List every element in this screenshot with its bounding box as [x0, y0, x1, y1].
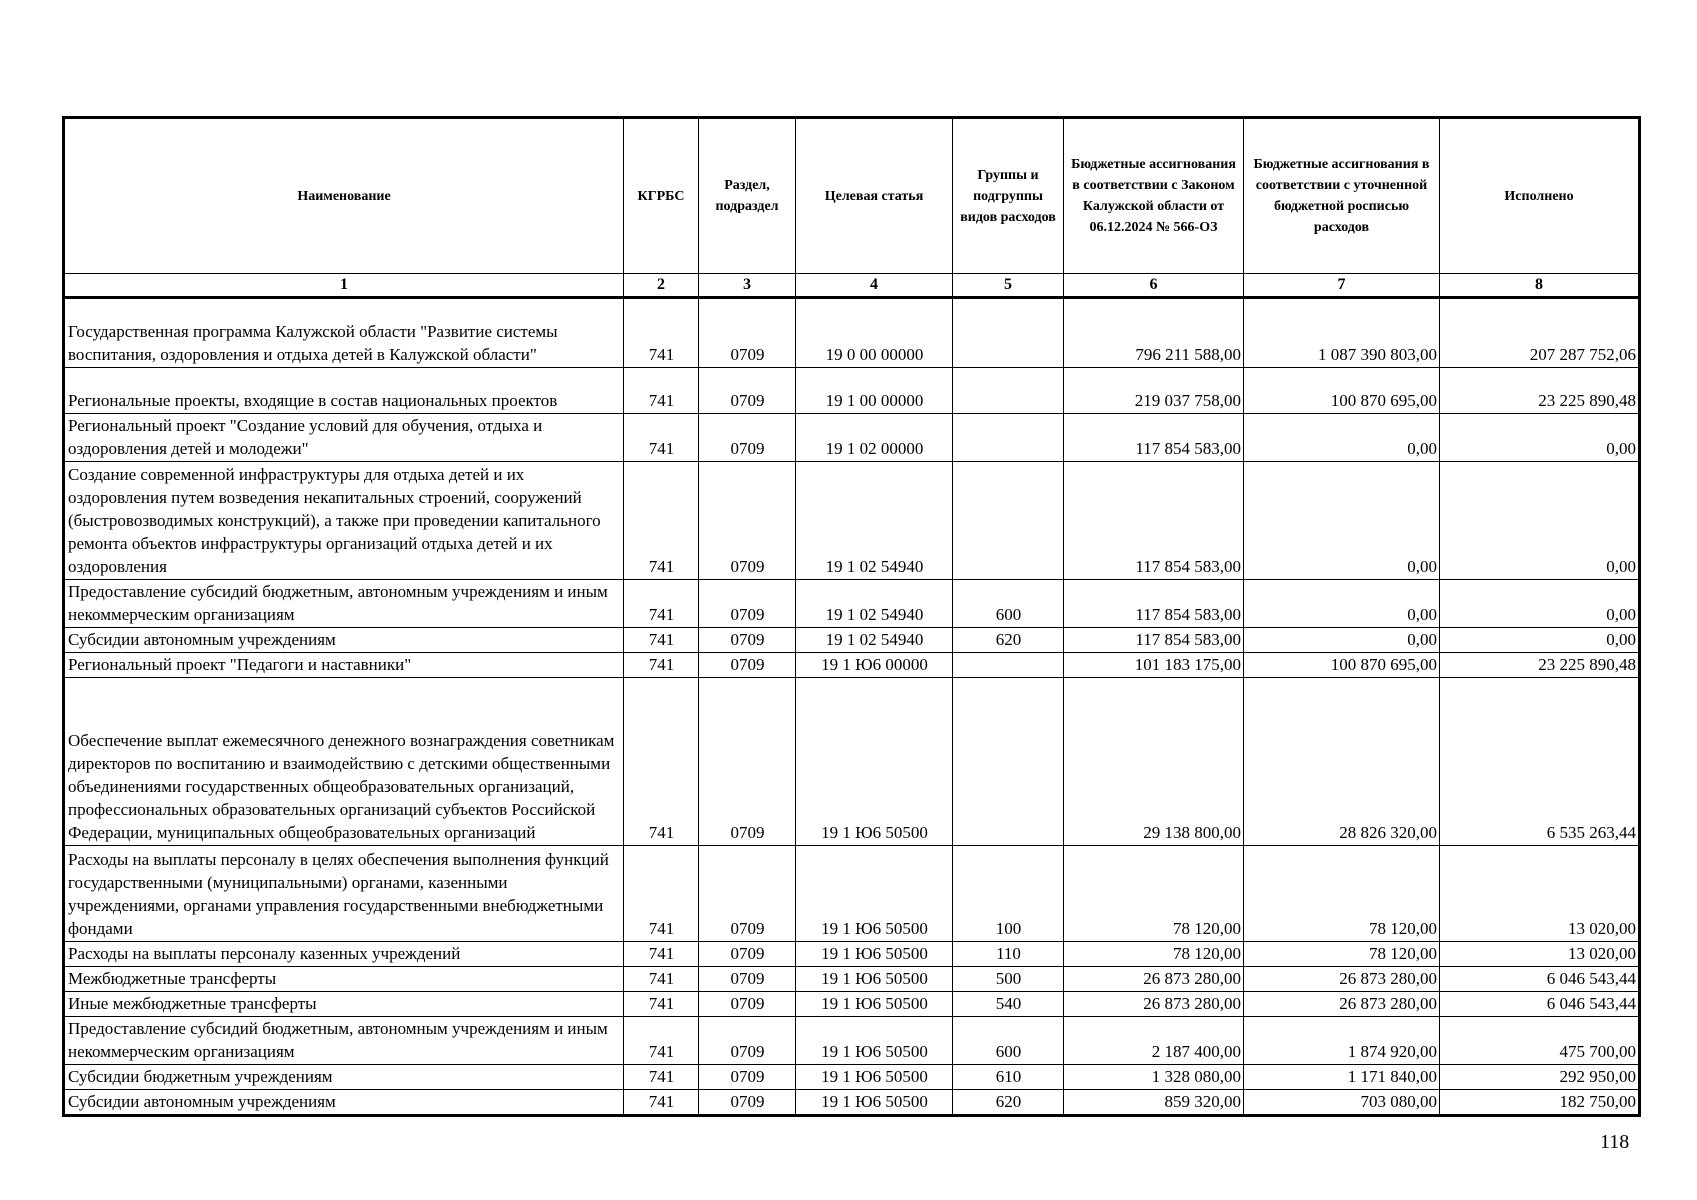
row-section: 0709: [699, 462, 796, 580]
row-section: 0709: [699, 992, 796, 1017]
row-law: 796 211 588,00: [1064, 298, 1244, 368]
row-group: 610: [953, 1065, 1064, 1090]
row-group: [953, 414, 1064, 462]
header-name: Наименование: [64, 118, 624, 274]
row-target: 19 1 02 54940: [796, 628, 953, 653]
row-kgrbs: 741: [624, 462, 699, 580]
header-kgrbs: КГРБС: [624, 118, 699, 274]
row-group: 600: [953, 580, 1064, 628]
row-target: 19 1 Ю6 50500: [796, 942, 953, 967]
row-executed: 0,00: [1440, 414, 1640, 462]
table-row: [64, 992, 1640, 1017]
row-executed: 0,00: [1440, 580, 1640, 628]
row-law: 117 854 583,00: [1064, 580, 1244, 628]
row-kgrbs: 741: [624, 414, 699, 462]
row-law: 29 138 800,00: [1064, 678, 1244, 846]
row-kgrbs: 741: [624, 1017, 699, 1065]
row-kgrbs: 741: [624, 1065, 699, 1090]
row-group: 620: [953, 1090, 1064, 1116]
row-section: 0709: [699, 967, 796, 992]
header-row: [64, 118, 1640, 274]
row-executed: 6 046 543,44: [1440, 967, 1640, 992]
row-name: Субсидии автономным учреждениям: [64, 628, 624, 653]
row-section: 0709: [699, 678, 796, 846]
row-section: 0709: [699, 1065, 796, 1090]
row-executed: 0,00: [1440, 462, 1640, 580]
row-law: 219 037 758,00: [1064, 368, 1244, 414]
row-kgrbs: 741: [624, 1090, 699, 1116]
row-executed: 13 020,00: [1440, 942, 1640, 967]
row-kgrbs: 741: [624, 942, 699, 967]
row-refined: 0,00: [1244, 580, 1440, 628]
column-number: 7: [1244, 274, 1440, 298]
row-group: [953, 653, 1064, 678]
row-kgrbs: 741: [624, 967, 699, 992]
row-target: 19 1 00 00000: [796, 368, 953, 414]
row-name: Государственная программа Калужской области "Развитие системы воспитания, оздоровления и отдыха детей в Калужской области": [64, 298, 624, 368]
row-law: 117 854 583,00: [1064, 414, 1244, 462]
table-row: [64, 967, 1640, 992]
row-section: 0709: [699, 628, 796, 653]
row-name: Предоставление субсидий бюджетным, автономным учреждениям и иным некоммерческим организациям: [64, 1017, 624, 1065]
row-refined: 0,00: [1244, 462, 1440, 580]
row-section: 0709: [699, 653, 796, 678]
row-kgrbs: 741: [624, 678, 699, 846]
row-group: [953, 462, 1064, 580]
row-law: 26 873 280,00: [1064, 992, 1244, 1017]
row-law: 1 328 080,00: [1064, 1065, 1244, 1090]
row-group: [953, 678, 1064, 846]
row-refined: 1 087 390 803,00: [1244, 298, 1440, 368]
column-number-row: [64, 274, 1640, 298]
row-refined: 26 873 280,00: [1244, 992, 1440, 1017]
row-executed: 475 700,00: [1440, 1017, 1640, 1065]
row-section: 0709: [699, 1017, 796, 1065]
row-target: 19 0 00 00000: [796, 298, 953, 368]
row-kgrbs: 741: [624, 653, 699, 678]
table-row: [64, 846, 1640, 942]
row-law: 859 320,00: [1064, 1090, 1244, 1116]
row-group: [953, 298, 1064, 368]
row-name: Межбюджетные трансферты: [64, 967, 624, 992]
row-target: 19 1 Ю6 50500: [796, 846, 953, 942]
row-group: 100: [953, 846, 1064, 942]
row-kgrbs: 741: [624, 298, 699, 368]
row-section: 0709: [699, 298, 796, 368]
row-name: Расходы на выплаты персоналу казенных учреждений: [64, 942, 624, 967]
row-law: 117 854 583,00: [1064, 462, 1244, 580]
row-name: Субсидии бюджетным учреждениям: [64, 1065, 624, 1090]
row-name: Субсидии автономным учреждениям: [64, 1090, 624, 1116]
row-group: [953, 368, 1064, 414]
row-target: 19 1 Ю6 50500: [796, 1090, 953, 1116]
budget-table: [62, 116, 1641, 1117]
row-section: 0709: [699, 846, 796, 942]
row-group: 500: [953, 967, 1064, 992]
row-name: Создание современной инфраструктуры для отдыха детей и их оздоровления путем возведения некапитальных строений, сооружений (быстровозводимых конструкций), а также при проведении капитального ремонта объектов инфраструктуры организаций отдыха детей и их оздоровления: [64, 462, 624, 580]
table-row: [64, 1017, 1640, 1065]
row-executed: 23 225 890,48: [1440, 368, 1640, 414]
row-refined: 26 873 280,00: [1244, 967, 1440, 992]
row-refined: 78 120,00: [1244, 942, 1440, 967]
row-name: Расходы на выплаты персоналу в целях обеспечения выполнения функций государственными (муниципальными) органами, казенными учреждениями, органами управления государственными внебюджетными фондами: [64, 846, 624, 942]
row-kgrbs: 741: [624, 992, 699, 1017]
column-number: 2: [624, 274, 699, 298]
row-refined: 100 870 695,00: [1244, 368, 1440, 414]
row-name: Предоставление субсидий бюджетным, автономным учреждениям и иным некоммерческим организациям: [64, 580, 624, 628]
row-group: 620: [953, 628, 1064, 653]
row-target: 19 1 02 54940: [796, 462, 953, 580]
row-refined: 0,00: [1244, 414, 1440, 462]
row-executed: 182 750,00: [1440, 1090, 1640, 1116]
table-row: [64, 414, 1640, 462]
row-refined: 1 874 920,00: [1244, 1017, 1440, 1065]
table-row: [64, 653, 1640, 678]
row-name: Региональный проект "Педагоги и наставники": [64, 653, 624, 678]
table-row: [64, 678, 1640, 846]
row-executed: 13 020,00: [1440, 846, 1640, 942]
header-executed: Исполнено: [1440, 118, 1640, 274]
row-target: 19 1 02 54940: [796, 580, 953, 628]
row-law: 26 873 280,00: [1064, 967, 1244, 992]
column-number: 3: [699, 274, 796, 298]
row-executed: 6 535 263,44: [1440, 678, 1640, 846]
row-law: 2 187 400,00: [1064, 1017, 1244, 1065]
row-kgrbs: 741: [624, 580, 699, 628]
row-target: 19 1 02 00000: [796, 414, 953, 462]
table-row: [64, 580, 1640, 628]
row-law: 78 120,00: [1064, 846, 1244, 942]
row-section: 0709: [699, 942, 796, 967]
row-refined: 100 870 695,00: [1244, 653, 1440, 678]
column-number: 8: [1440, 274, 1640, 298]
row-target: 19 1 Ю6 50500: [796, 1065, 953, 1090]
row-name: Региональные проекты, входящие в состав национальных проектов: [64, 368, 624, 414]
table-row: [64, 1065, 1640, 1090]
row-law: 78 120,00: [1064, 942, 1244, 967]
table-row: [64, 942, 1640, 967]
row-refined: 703 080,00: [1244, 1090, 1440, 1116]
table-row: [64, 1090, 1640, 1116]
row-group: 110: [953, 942, 1064, 967]
page-number: 118: [1600, 1131, 1630, 1153]
header-groups: Группы и подгруппы видов расходов: [953, 118, 1064, 274]
row-executed: 207 287 752,06: [1440, 298, 1640, 368]
row-section: 0709: [699, 1090, 796, 1116]
column-number: 4: [796, 274, 953, 298]
row-target: 19 1 Ю6 00000: [796, 653, 953, 678]
row-executed: 292 950,00: [1440, 1065, 1640, 1090]
row-target: 19 1 Ю6 50500: [796, 1017, 953, 1065]
row-section: 0709: [699, 368, 796, 414]
row-refined: 1 171 840,00: [1244, 1065, 1440, 1090]
header-target: Целевая статья: [796, 118, 953, 274]
row-kgrbs: 741: [624, 846, 699, 942]
row-target: 19 1 Ю6 50500: [796, 967, 953, 992]
row-section: 0709: [699, 414, 796, 462]
table-row: [64, 628, 1640, 653]
table-row: [64, 368, 1640, 414]
row-kgrbs: 741: [624, 628, 699, 653]
row-name: Региональный проект "Создание условий для обучения, отдыха и оздоровления детей и молодежи": [64, 414, 624, 462]
column-number: 1: [64, 274, 624, 298]
row-refined: 0,00: [1244, 628, 1440, 653]
row-law: 101 183 175,00: [1064, 653, 1244, 678]
row-executed: 0,00: [1440, 628, 1640, 653]
table-row: [64, 462, 1640, 580]
row-executed: 23 225 890,48: [1440, 653, 1640, 678]
header-law: Бюджетные ассигнования в соответствии с Законом Калужской области от 06.12.2024 № 566-ОЗ: [1064, 118, 1244, 274]
row-kgrbs: 741: [624, 368, 699, 414]
row-law: 117 854 583,00: [1064, 628, 1244, 653]
row-section: 0709: [699, 580, 796, 628]
row-name: Иные межбюджетные трансферты: [64, 992, 624, 1017]
row-executed: 6 046 543,44: [1440, 992, 1640, 1017]
row-target: 19 1 Ю6 50500: [796, 678, 953, 846]
row-group: 600: [953, 1017, 1064, 1065]
row-refined: 78 120,00: [1244, 846, 1440, 942]
column-number: 5: [953, 274, 1064, 298]
table-row: [64, 298, 1640, 368]
row-refined: 28 826 320,00: [1244, 678, 1440, 846]
budget-sheet: [62, 116, 1638, 1117]
header-refined: Бюджетные ассигнования в соответствии с уточненной бюджетной росписью расходов: [1244, 118, 1440, 274]
row-target: 19 1 Ю6 50500: [796, 992, 953, 1017]
row-group: 540: [953, 992, 1064, 1017]
column-number: 6: [1064, 274, 1244, 298]
row-name: Обеспечение выплат ежемесячного денежного вознаграждения советникам директоров по воспитанию и взаимодействию с детскими общественными объединениями государственных общеобразовательных организаций, профессиональных образовательных организаций субъектов Российской Федерации, муниципальных общеобразовательных организаций: [64, 678, 624, 846]
header-section: Раздел, подраздел: [699, 118, 796, 274]
